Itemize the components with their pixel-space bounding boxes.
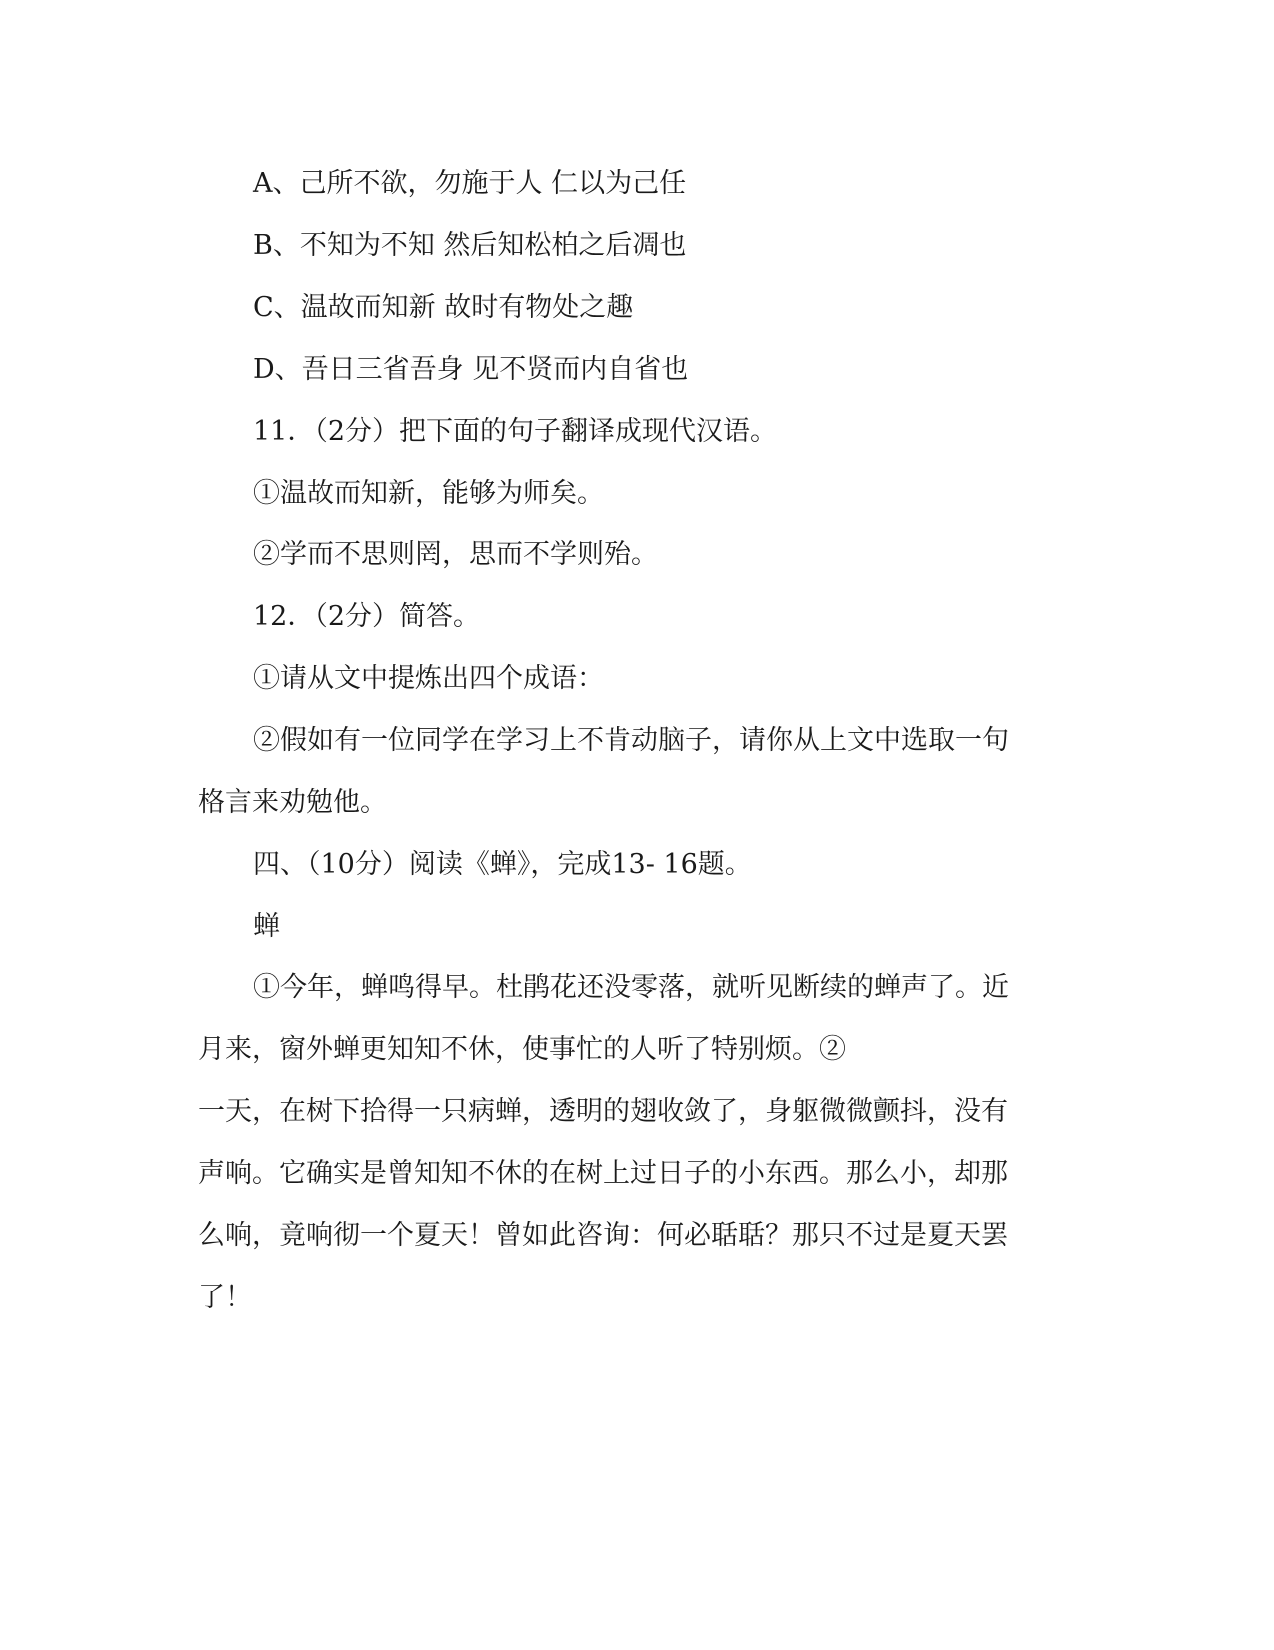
choice-a: A、己所不欲，勿施于人 仁以为己任 <box>253 168 687 199</box>
section-4-heading: 四、（10分）阅读《蝉》，完成13- 16题。 <box>253 849 752 880</box>
passage-line: 声响。它确实是曾知知不休的在树上过日子的小东西。那么小，却那 <box>198 1158 1008 1189</box>
question-12-item-2-cont: 格言来劝勉他。 <box>198 787 387 818</box>
question-11: 11．（2分）把下面的句子翻译成现代汉语。 <box>253 416 778 447</box>
question-12-item-2: ②假如有一位同学在学习上不肯动脑子，请你从上文中选取一句 <box>253 725 1009 756</box>
passage-line: 么响，竟响彻一个夏天！曾如此咨询：何必聒聒？那只不过是夏天罢 <box>198 1220 1008 1251</box>
question-11-item-2: ②学而不思则罔，思而不学则殆。 <box>253 539 658 570</box>
passage-line: ①今年，蝉鸣得早。杜鹃花还没零落，就听见断续的蝉声了。近 <box>253 972 1009 1003</box>
passage-title: 蝉 <box>253 911 280 942</box>
question-12-item-1: ①请从文中提炼出四个成语： <box>253 663 604 694</box>
choice-d: D、吾日三省吾身 见不贤而内自省也 <box>253 354 689 385</box>
question-11-item-1: ①温故而知新，能够为师矣。 <box>253 478 604 509</box>
passage-line: 一天，在树下拾得一只病蝉，透明的翅收敛了，身躯微微颤抖，没有 <box>198 1096 1008 1127</box>
choice-b: B、不知为不知 然后知松柏之后凋也 <box>253 230 687 261</box>
question-12: 12．（2分）简答。 <box>253 601 481 632</box>
choice-c: C、温故而知新 故时有物处之趣 <box>253 292 634 323</box>
passage-line: 了！ <box>198 1282 252 1313</box>
passage-line: 月来，窗外蝉更知知不休，使事忙的人听了特别烦。② <box>198 1034 846 1065</box>
